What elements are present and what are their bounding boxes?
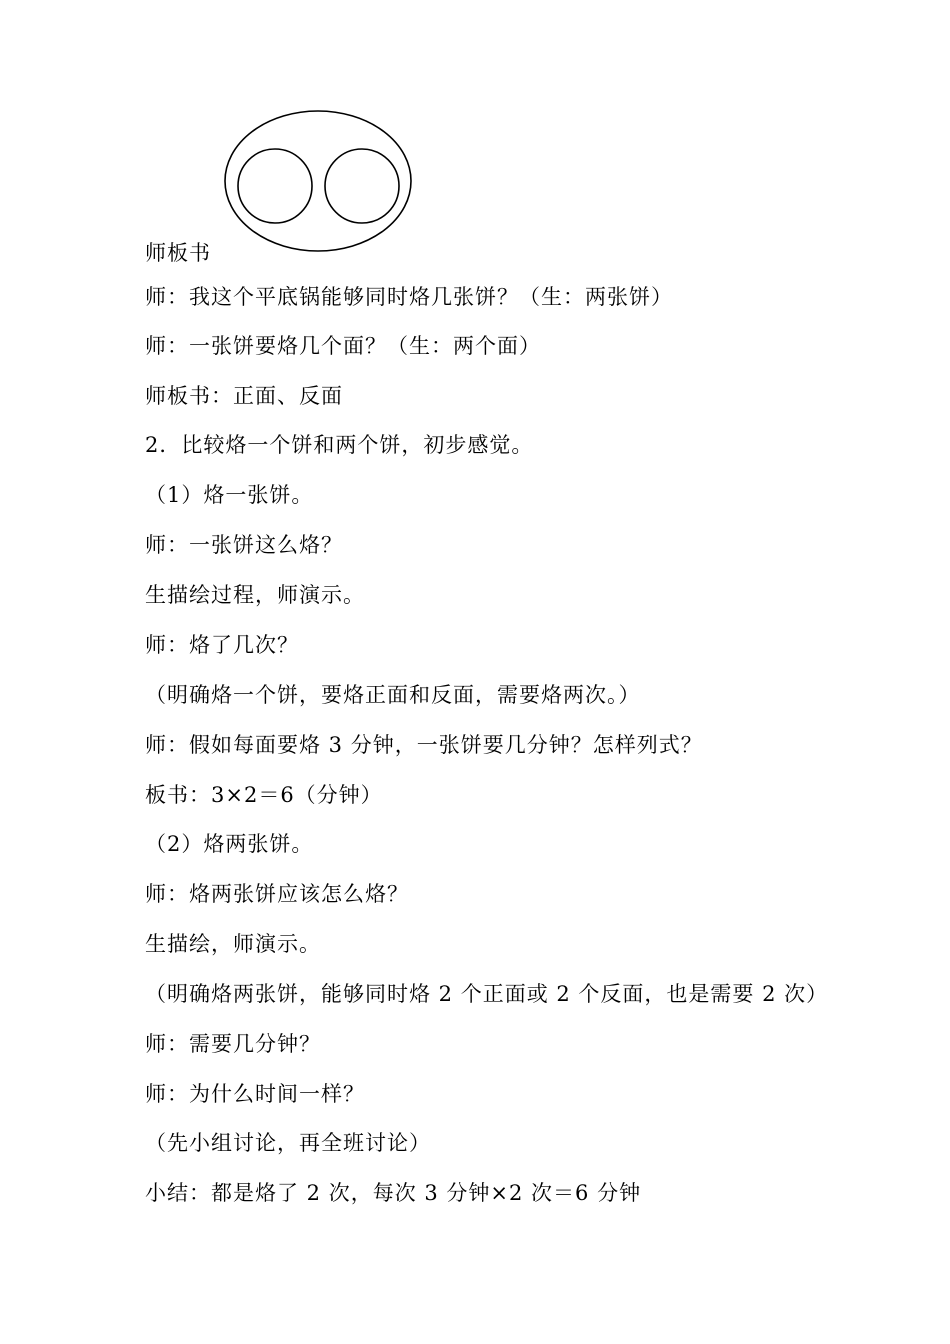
text-line: 师：烙两张饼应该怎么烙？ (145, 882, 409, 906)
text-line: （1）烙一张饼。 (145, 483, 314, 507)
text-line: （先小组讨论，再全班讨论） (145, 1131, 431, 1155)
pan-with-two-cakes-diagram (222, 110, 416, 254)
text-line: 师板书：正面、反面 (145, 384, 343, 408)
text-line: 板书：3×2＝6（分钟） (145, 783, 383, 807)
text-line: 生描绘过程，师演示。 (145, 583, 365, 607)
cake-right (325, 149, 399, 223)
text-line: 师：需要几分钟？ (145, 1032, 321, 1056)
text-line: 师：假如每面要烙 3 分钟，一张饼要几分钟？怎样列式？ (145, 733, 703, 757)
text-line: 生描绘，师演示。 (145, 932, 321, 956)
pan-outline (225, 111, 411, 251)
text-line: （明确烙两张饼，能够同时烙 2 个正面或 2 个反面，也是需要 2 次） (145, 982, 829, 1006)
text-line: 师：我这个平底锅能够同时烙几张饼？（生：两张饼） (145, 285, 673, 309)
text-line: 师：烙了几次？ (145, 633, 299, 657)
text-line: 师：为什么时间一样？ (145, 1082, 365, 1106)
text-line: 2．比较烙一个饼和两个饼，初步感觉。 (145, 433, 534, 457)
text-line: 师板书 (145, 241, 211, 265)
text-line: （明确烙一个饼，要烙正面和反面，需要烙两次。） (145, 683, 641, 707)
text-line: （2）烙两张饼。 (145, 832, 314, 856)
text-line: 小结：都是烙了 2 次，每次 3 分钟×2 次＝6 分钟 (145, 1181, 642, 1205)
text-line: 师：一张饼要烙几个面？（生：两个面） (145, 334, 541, 358)
cake-left (238, 149, 312, 223)
text-line: 师：一张饼这么烙？ (145, 533, 343, 557)
